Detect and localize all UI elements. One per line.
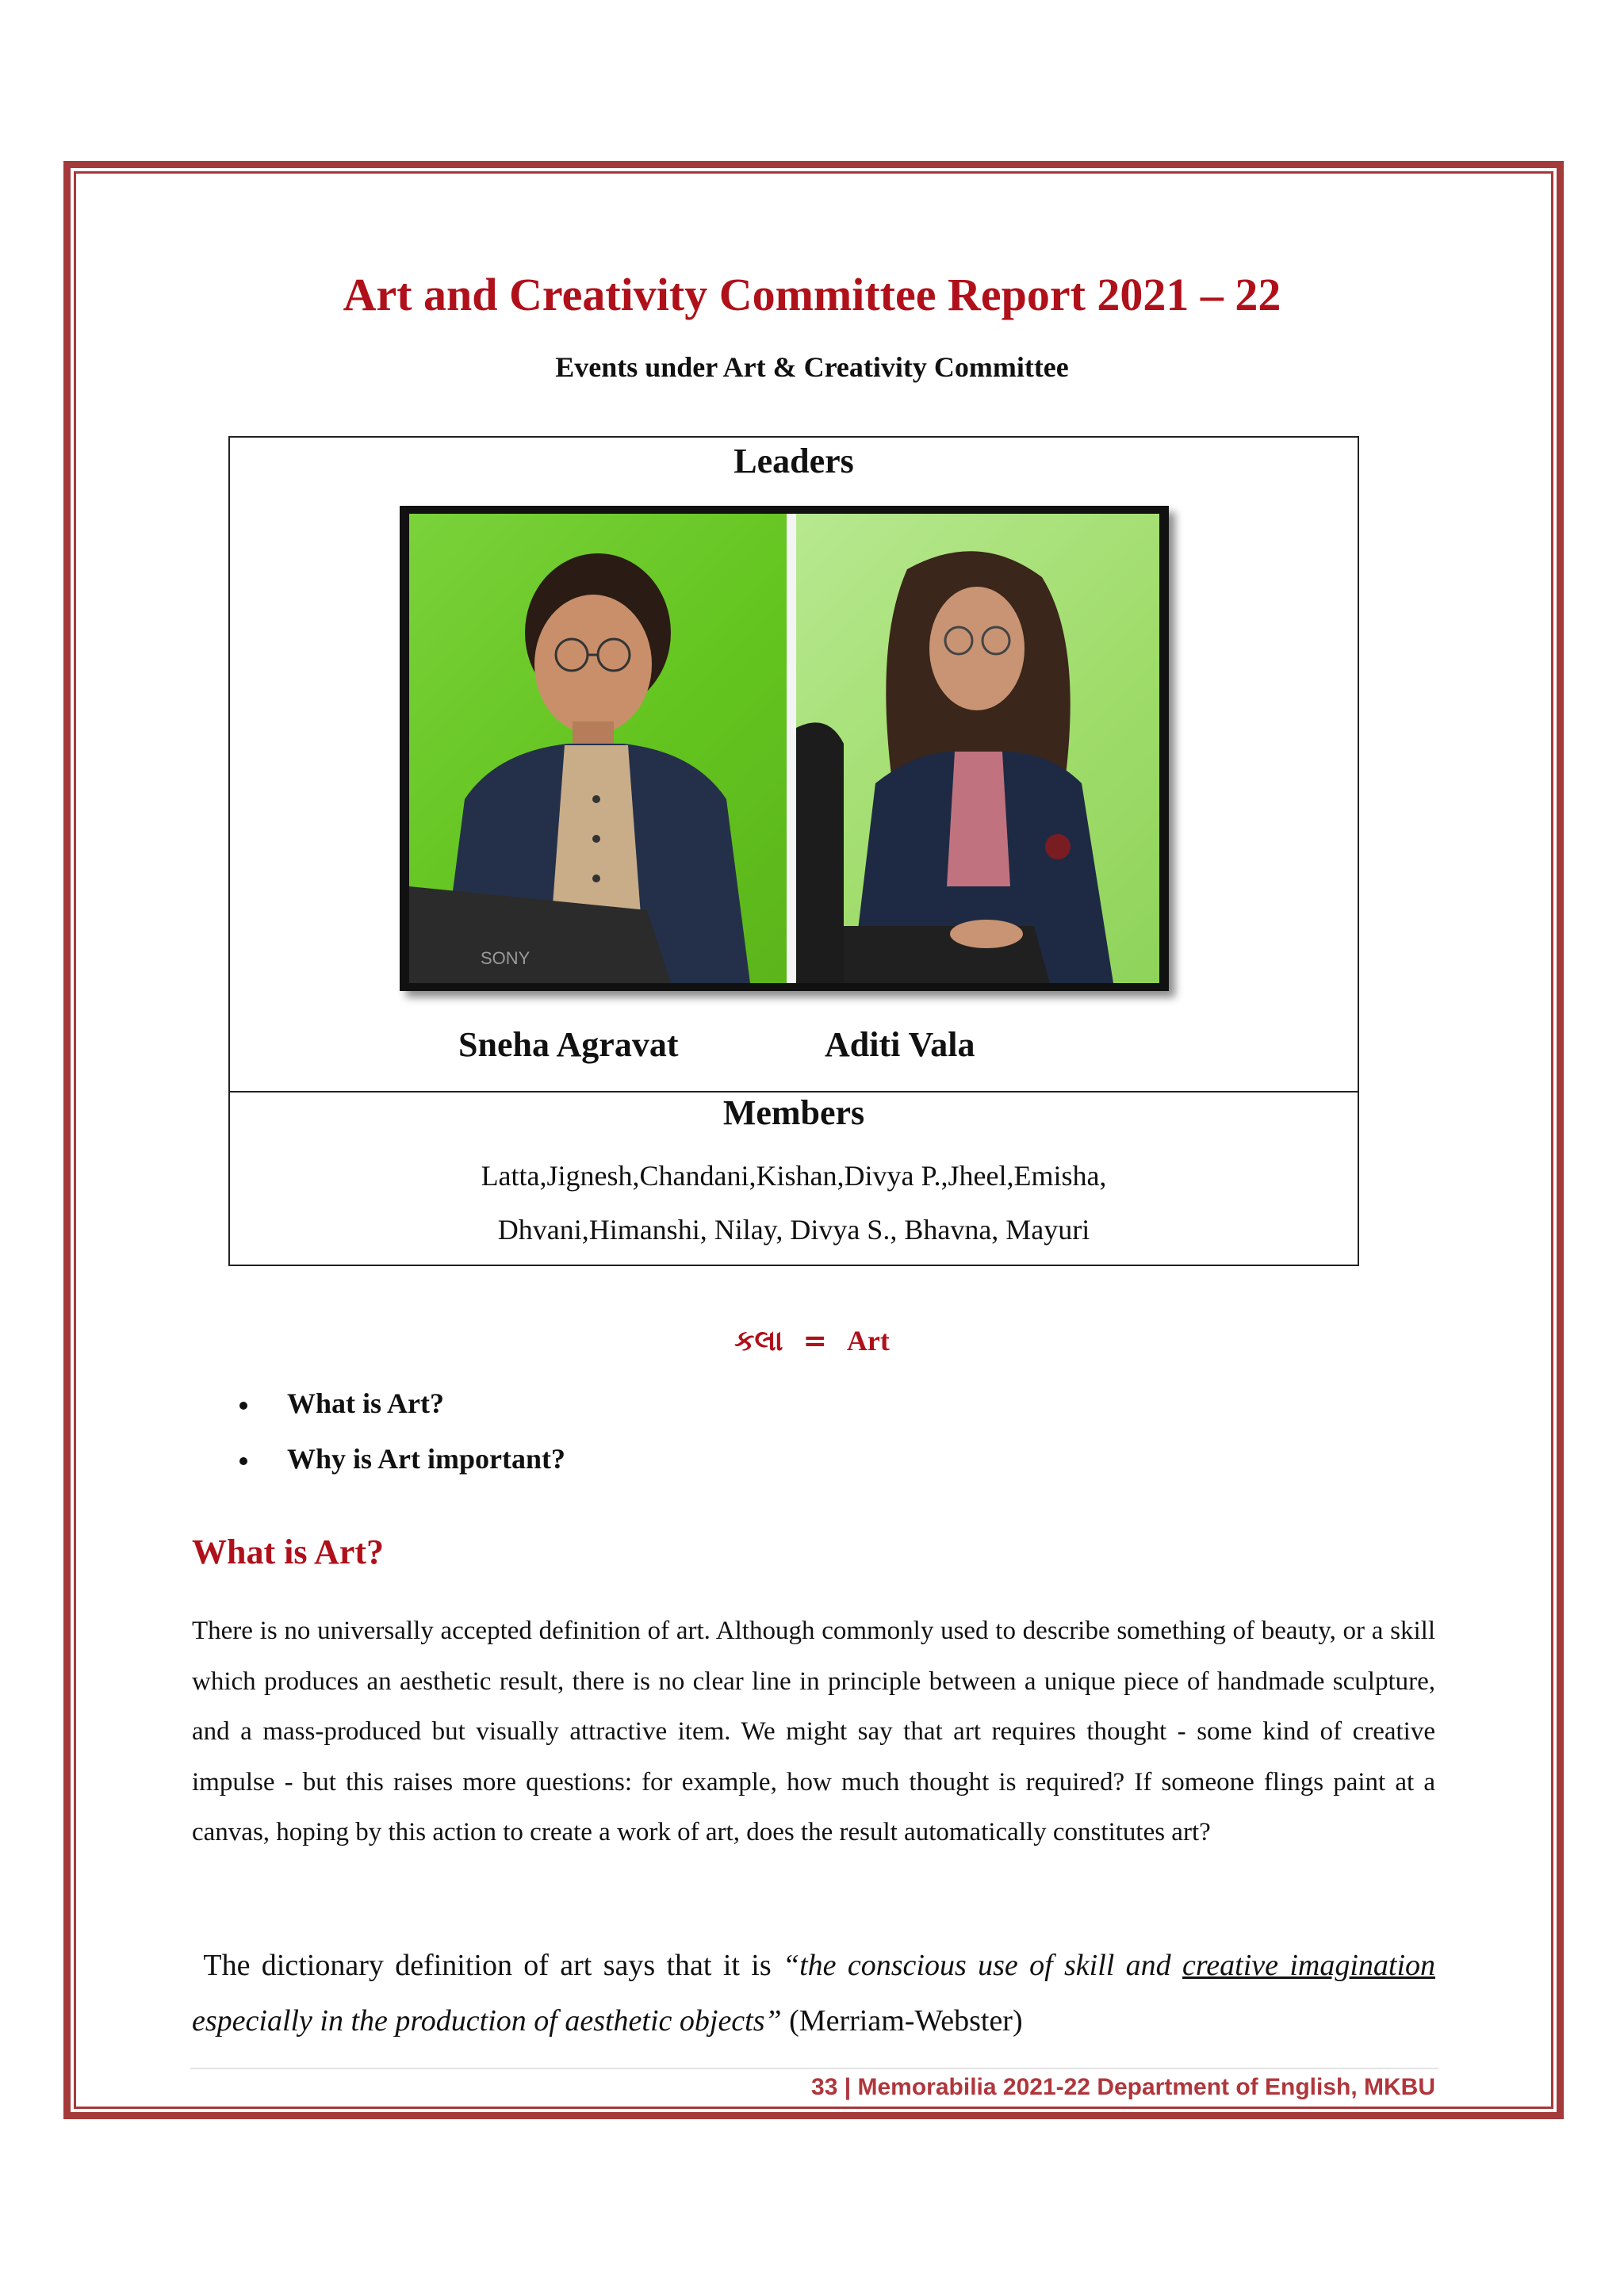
kala-english: Art: [846, 1325, 890, 1357]
definition-quote-underlined: creative imagination: [1182, 1949, 1436, 1982]
kala-art-line: [0, 1324, 1624, 1358]
leaders-photo: [400, 506, 1169, 991]
page-title: Art and Creativity Committee Report 2021 – 22: [343, 269, 1281, 320]
leaders-heading: Leaders: [733, 442, 854, 480]
kala-gujarati: કલા: [734, 1325, 783, 1357]
definition-quote-open: “the conscious use of skill and: [782, 1949, 1183, 1982]
leader-name-2: Aditi Vala: [825, 1025, 975, 1064]
photo-separator: [787, 514, 796, 983]
leader-name-1: Sneha Agravat: [458, 1025, 679, 1064]
page-footer: [811, 2074, 1435, 2101]
page-subtitle: Events under Art & Creativity Committee: [555, 351, 1069, 383]
page-number: 33: [811, 2074, 838, 2100]
members-line-1: Latta,Jignesh,Chandani,Kishan,Divya P.,Jheel,Emisha,: [481, 1160, 1107, 1192]
list-item: What is Art?: [238, 1386, 565, 1441]
topic-list: [238, 1386, 565, 1497]
svg-text:SONY: SONY: [481, 948, 530, 968]
leader-photo-right: [796, 514, 1159, 983]
definition-source: (Merriam-Webster): [781, 2004, 1023, 2038]
kala-equals: =: [802, 1325, 827, 1357]
body-paragraph: There is no universally accepted definition of art. Although commonly used to describe something of beauty, or a skill which produces an aesthetic result, there is no clear line in principle between a unique piece of handmade sculpture, and a mass-produced but visually attractive item. We might say that art requires thought - some kind of creative impulse - but this raises more questions: for example, how much thought is required? If someone flings paint at a canvas, hoping by this action to create a work of art, does the result automatically constitutes art?: [192, 1617, 1435, 1846]
definition-lead: The dictionary definition of art says that it is: [203, 1949, 783, 1982]
list-item: Why is Art important?: [238, 1441, 565, 1497]
footer-separator: |: [844, 2074, 852, 2100]
section-heading: What is Art?: [192, 1533, 384, 1571]
members-line-2: Dhvani,Himanshi, Nilay, Divya S., Bhavna, Mayuri: [497, 1214, 1090, 1246]
definition-paragraph: [192, 1938, 1435, 2049]
footer-rule: [190, 2068, 1438, 2069]
definition-quote-close: especially in the production of aesthetic objects”: [192, 2004, 782, 2038]
leader-photo-left: [409, 514, 787, 983]
members-heading: Members: [722, 1093, 865, 1132]
footer-text: Memorabilia 2021-22 Department of English, MKBU: [857, 2074, 1435, 2100]
